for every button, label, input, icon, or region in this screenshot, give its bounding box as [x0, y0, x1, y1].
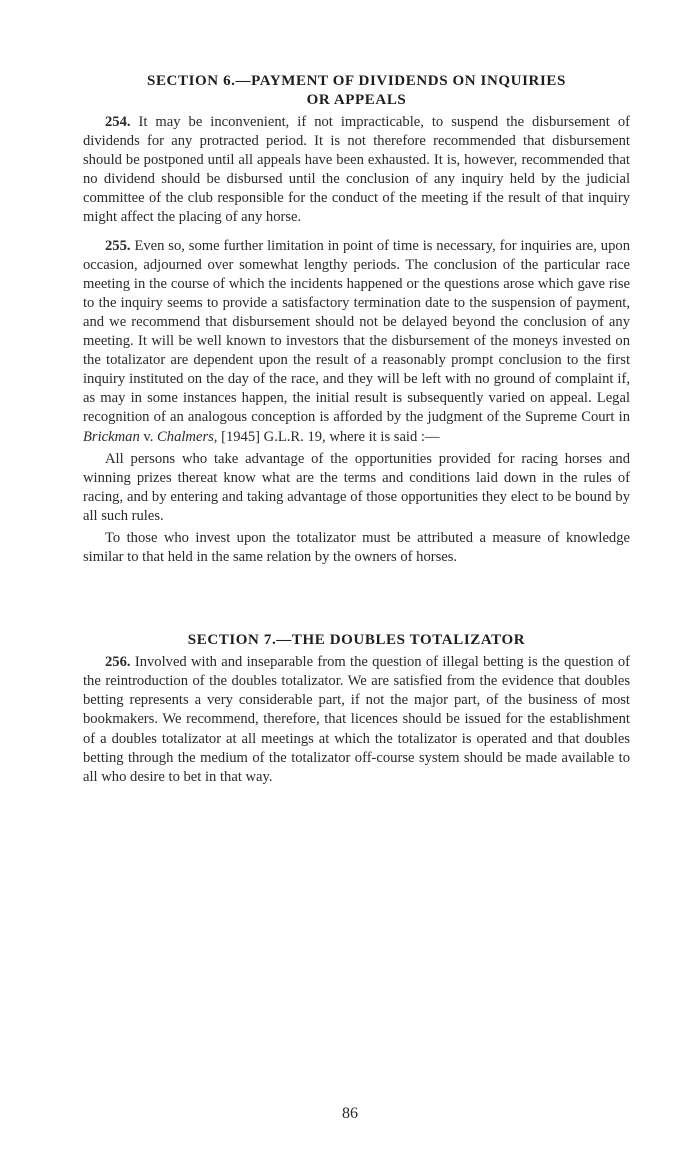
- section-6-heading-line1: SECTION 6.—PAYMENT OF DIVIDENDS ON INQUIRIES: [147, 73, 566, 89]
- case-party-2: Chalmers,: [157, 428, 218, 445]
- block-quote: [83, 450, 630, 526]
- section-6-heading-line2: OR APPEALS: [306, 92, 407, 108]
- section-6-heading: [83, 72, 630, 110]
- section-7-heading: SECTION 7.—THE DOUBLES TOTALIZATOR: [187, 632, 526, 649]
- paragraph-255: [83, 237, 630, 447]
- paragraph-number: 255.: [105, 237, 131, 254]
- paragraph-text: Involved with and inseparable from the question of illegal betting is the question of the reintroduction of the doubles totalizator. We are satisfied from the evidence that doubles betting represents a very considerable part, if not the major part, of the business of most bookmakers. We recommend, therefore, that licences should be issued for the establishment of a doubles totalizator at all meetings at which the totalizator is operated and that doubles betting through the medium of the totalizator off-course system should be made available to all who desire to bet in that way.: [83, 654, 630, 785]
- paragraph-256: [83, 653, 630, 787]
- paragraph-text: Even so, some further limitation in point of time is necessary, for inquiries are, upon occasion, adjourned over somewhat lengthy periods. The conclusion of the particular race meeting in the course of which the incidents happened or the questions arose which gave rise to the inquiry seems to provide a satisfactory termination date to the suspension of payment, and we recommend that disbursement should not be delayed beyond the conclusion of any meeting. It will be well known to investors that the disbursement of the moneys invested on the totalizator are dependent upon the result of a reasonably prompt conclusion to the first inquiry instituted on the day of the race, and they will be left with no ground of complaint if, as may in some instances happen, the initial result is subsequently varied on appeal. Legal recognition of an analogous conception is afforded by the judgment of the Supreme Court in: [83, 237, 630, 426]
- case-v: v.: [139, 428, 158, 445]
- page-body: [83, 72, 630, 787]
- paragraph-255-closing: To those who invest upon the totalizator must be attributed a measure of knowledge similar to that held in the same relation by the owners of horses.: [83, 529, 630, 566]
- case-party-1: Brickman: [83, 428, 140, 445]
- paragraph-number: 256.: [105, 654, 131, 671]
- paragraph-text: It may be inconvenient, if not impracticable, to suspend the disbursement of dividends for any protracted period. It is not therefore recommended that disbursement should be postponed until all appeals have been exhausted. It is, however, recommended that no dividend should be disbursed until the conclusion of any inquiry held by the judicial committee of the club responsible for the conduct of the meeting if the result of that inquiry might affect the placing of any horse.: [83, 114, 630, 226]
- paragraph-254: [83, 113, 630, 228]
- paragraph-number: 254.: [105, 114, 131, 130]
- page-number: 86: [342, 1105, 358, 1122]
- case-citation: [1945] G.L.R. 19, where it is said :—: [217, 428, 440, 445]
- quote-text: All persons who take advantage of the opportunities provided for racing horses and winning prizes thereat know what are the terms and conditions laid down in the rules of racing, and by entering and taking advantage of those opportunities they elect to be bound by all such rules.: [83, 450, 630, 524]
